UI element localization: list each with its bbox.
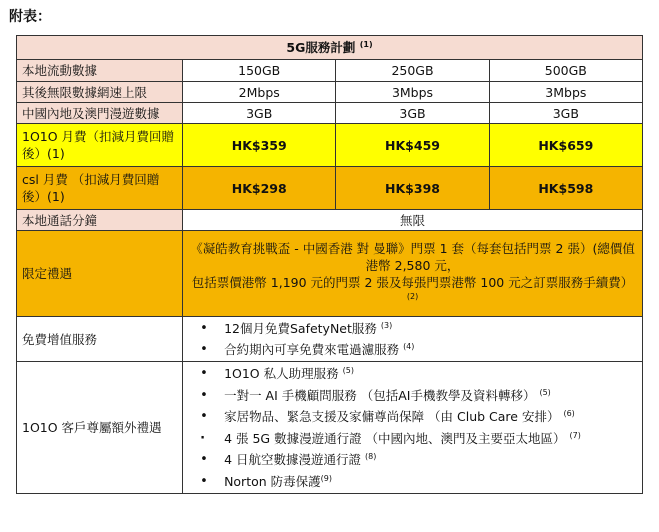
gift-text-2: 包括票價港幣 1,190 元的門票 2 張及每張門票港幣 100 元之訂票服務手續費） <box>191 274 634 290</box>
list-item <box>224 449 637 471</box>
table-cell: 無限 <box>183 210 643 231</box>
gift-note: (2) <box>406 291 419 301</box>
table-cell: 250GB <box>336 60 489 82</box>
vip-list-cell <box>183 362 643 494</box>
list-item-note: (5) <box>342 365 354 375</box>
table-cell: 3GB <box>183 103 336 124</box>
table-row <box>17 231 643 317</box>
table-title-text: 5G服務計劃 <box>286 40 356 55</box>
gift-text-1: 《凝皓教育挑戰盃 - 中國香港 對 曼聯》門票 1 套（每套包括門票 2 張）(總價值港幣 2,580 元， <box>190 240 635 273</box>
gift-description <box>183 231 643 317</box>
list-item <box>224 385 637 407</box>
vas-list-cell <box>183 317 643 362</box>
table-cell: 3Mbps <box>336 82 489 103</box>
row-label: 限定禮遇 <box>17 231 183 317</box>
list-item <box>224 363 637 385</box>
list-item-text: 合約期內可享免費來電過濾服務 <box>224 342 400 357</box>
list-item-text: 家居物品、緊急支援及家傭尊尚保障 （由 Club Care 安排） <box>224 409 560 424</box>
table-cell: HK$359 <box>183 124 336 167</box>
table-row <box>17 60 643 82</box>
row-label: 免費增值服務 <box>17 317 183 362</box>
list-item-text: 4 張 5G 數據漫遊通行證 （中國內地、澳門及主要亞太地區） <box>224 430 566 446</box>
table-cell: HK$298 <box>183 167 336 210</box>
list-item-text: 4 日航空數據漫遊通行證 <box>224 452 361 467</box>
table-cell: 2Mbps <box>183 82 336 103</box>
list-item-note: (5) <box>539 387 551 397</box>
list-item <box>224 428 637 450</box>
list-item-text: 一對一 AI 手機顧問服務 （包括AI手機教學及資料轉移） <box>224 387 536 403</box>
table-row <box>17 317 643 362</box>
table-cell: HK$659 <box>489 124 642 167</box>
table-title-note: (1) <box>359 39 373 49</box>
list-item-note: (6) <box>563 408 575 418</box>
table-cell: 3GB <box>489 103 642 124</box>
row-label: 1O1O 客戶尊屬額外禮遇 <box>17 362 183 494</box>
list-item-note: (4) <box>403 341 415 351</box>
list-item-note: (7) <box>569 430 581 440</box>
plan-table <box>16 35 643 494</box>
list-item-note: (3) <box>380 320 393 330</box>
list-item-text: 1O1O 私人助理服務 <box>224 366 339 381</box>
table-cell: HK$459 <box>336 124 489 167</box>
table-row <box>17 167 643 210</box>
list-item-note: (9) <box>320 473 332 483</box>
row-label: 中國內地及澳門漫遊數據 <box>17 103 183 124</box>
table-cell: HK$598 <box>489 167 642 210</box>
table-row <box>17 210 643 231</box>
table-header-row <box>17 36 643 60</box>
table-cell: 3GB <box>336 103 489 124</box>
list-item-note: (8) <box>364 451 377 461</box>
page-heading: 附表： <box>9 9 51 25</box>
vas-list <box>188 318 637 361</box>
table-title <box>17 36 643 60</box>
list-item <box>224 406 637 428</box>
table-row <box>17 82 643 103</box>
vip-list <box>188 363 637 492</box>
row-label: csl 月費 （扣減月費回贈後）(1) <box>17 167 183 210</box>
table-cell: 3Mbps <box>489 82 642 103</box>
table-row <box>17 362 643 494</box>
table-row <box>17 124 643 167</box>
row-label: 1O1O 月費（扣減月費回贈後）(1) <box>17 124 183 167</box>
table-row <box>17 103 643 124</box>
table-cell: 500GB <box>489 60 642 82</box>
row-label: 本地流動數據 <box>17 60 183 82</box>
row-label: 本地通話分鐘 <box>17 210 183 231</box>
list-item-text: Norton 防毒保護 <box>224 473 321 489</box>
list-item <box>224 339 637 361</box>
row-label: 其後無限數據網速上限 <box>17 82 183 103</box>
list-item <box>224 471 637 493</box>
list-item <box>224 318 637 340</box>
table-cell: HK$398 <box>336 167 489 210</box>
table-cell: 150GB <box>183 60 336 82</box>
list-item-text: 12個月免費SafetyNet服務 <box>224 320 377 336</box>
